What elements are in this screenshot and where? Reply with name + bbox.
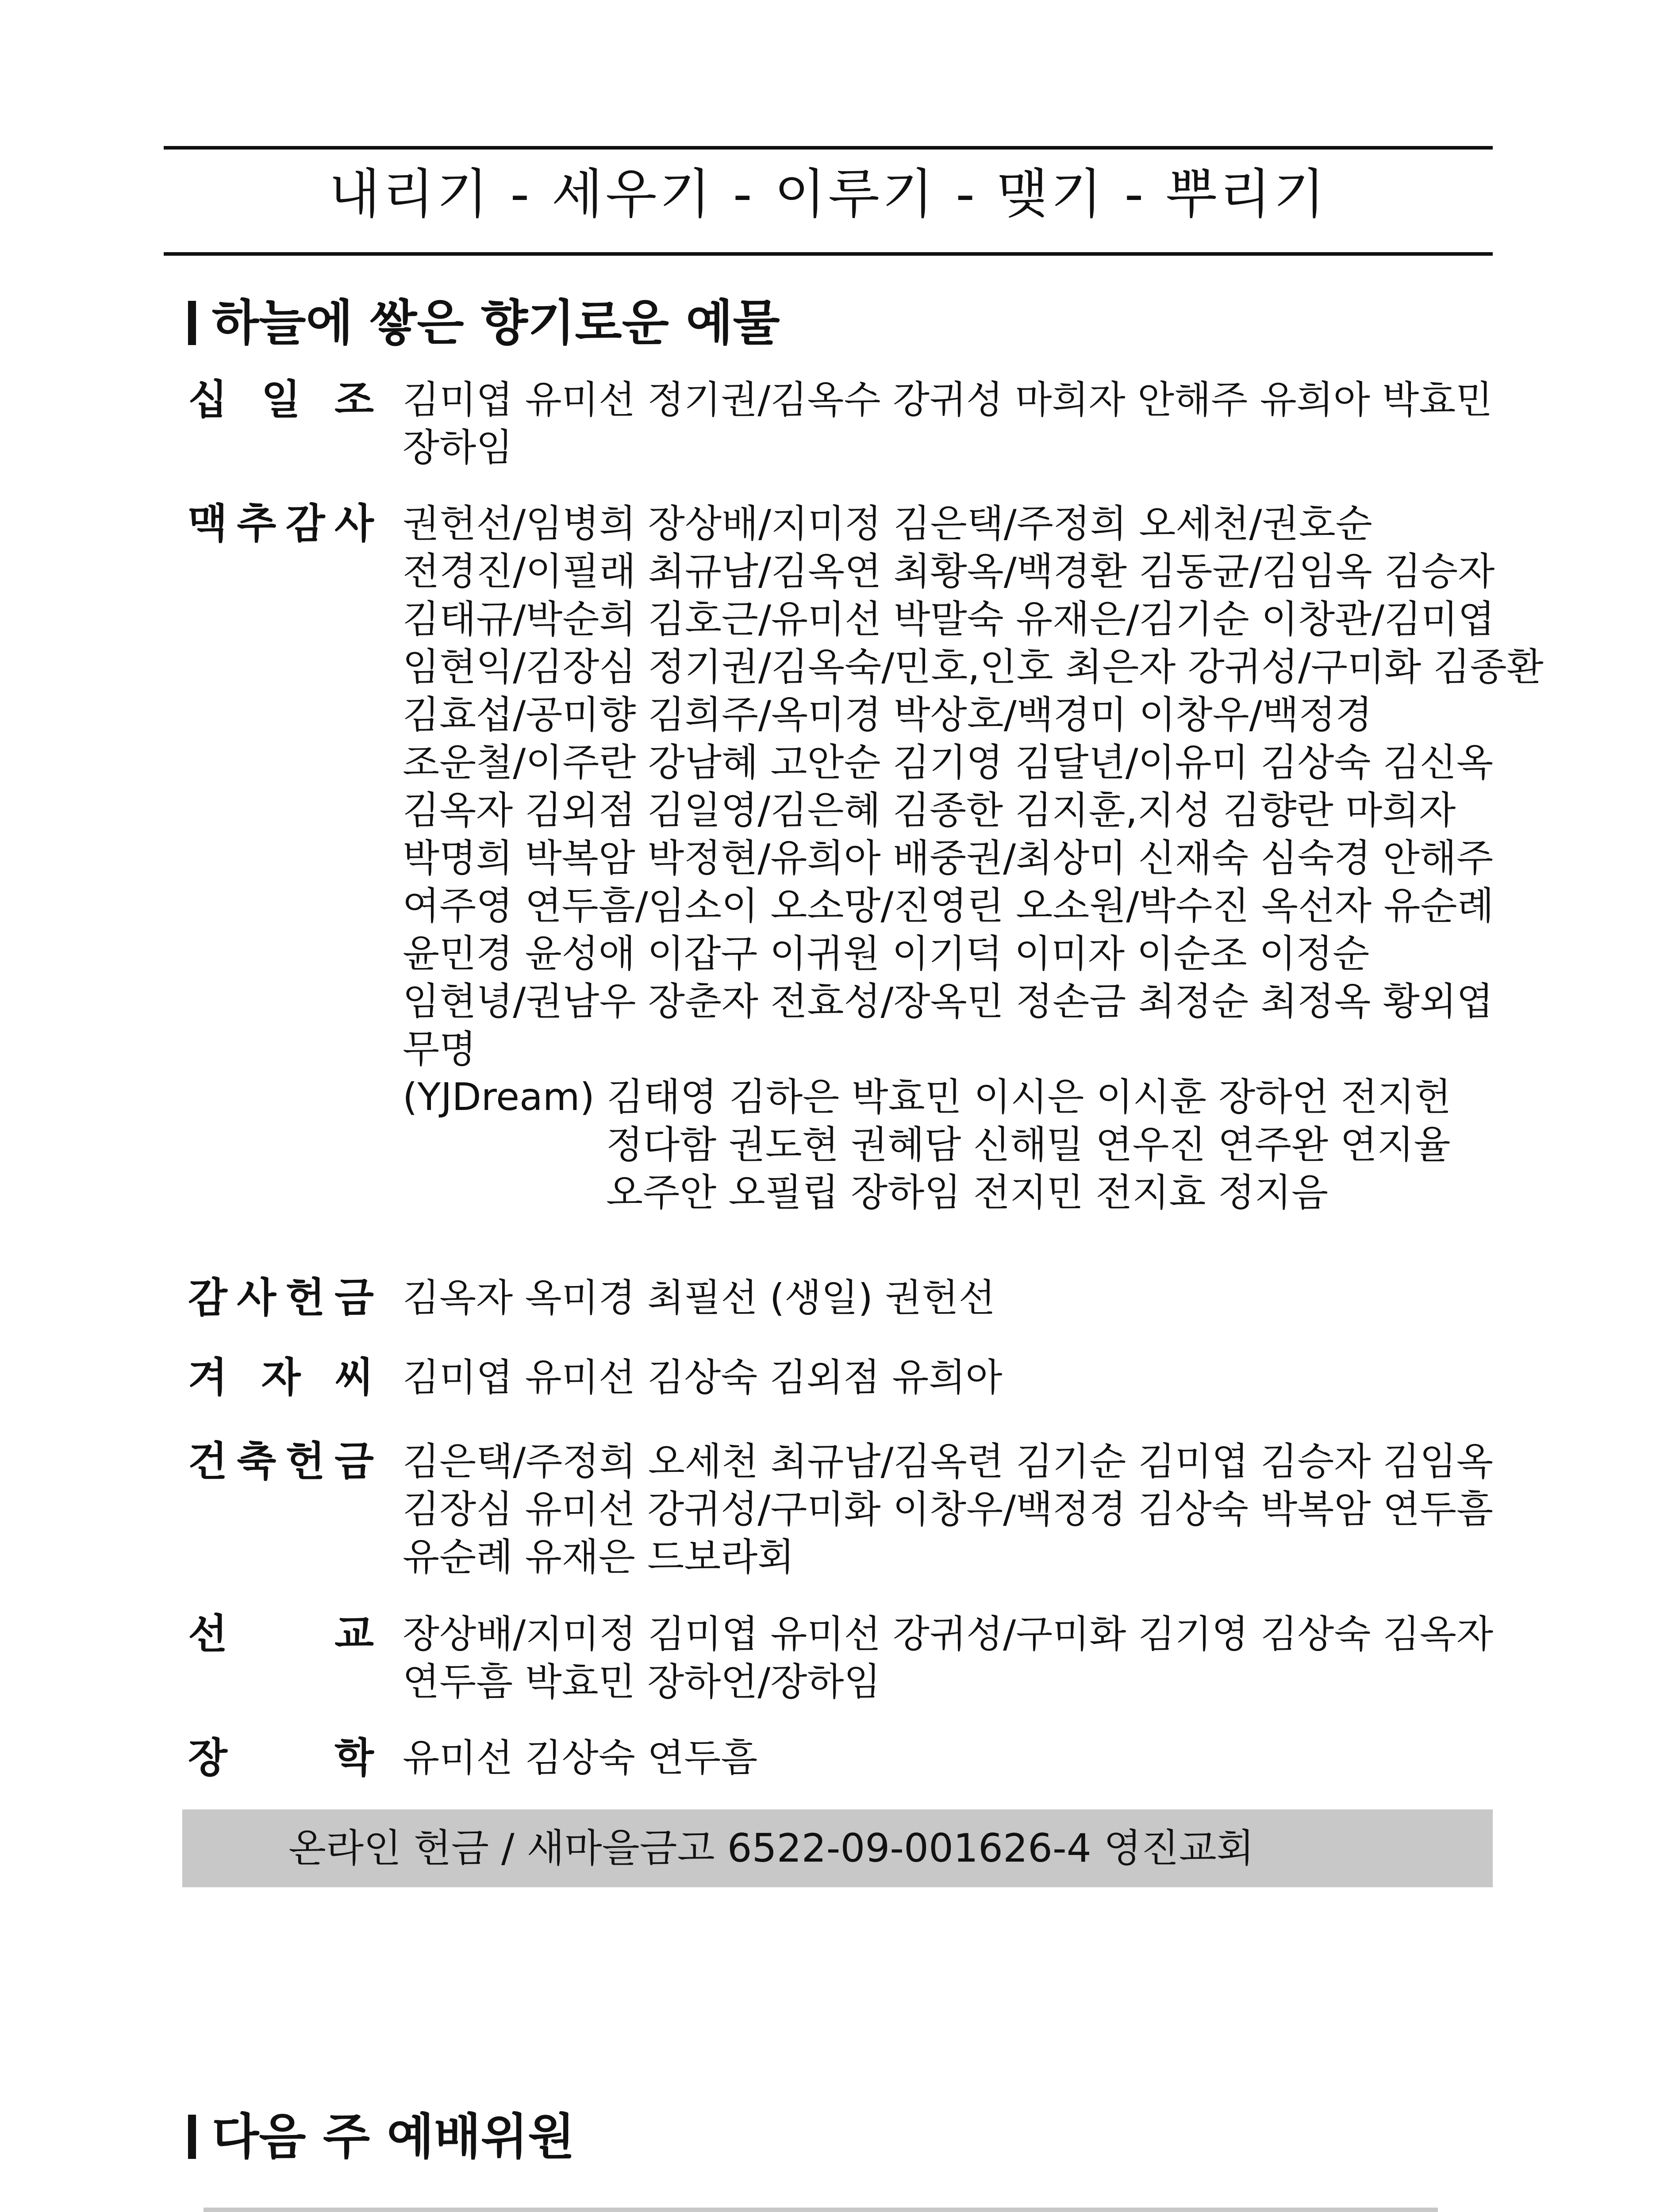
label-char: 추 — [237, 500, 277, 547]
label-char: 조 — [334, 376, 374, 423]
mission-label — [188, 1610, 374, 1658]
label-char: 학 — [334, 1734, 374, 1782]
building-names — [403, 1438, 1494, 1581]
wheat-thanks-label — [188, 500, 374, 548]
label-char: 금 — [334, 1438, 374, 1485]
label-char: 선 — [188, 1610, 227, 1658]
wheat-line: 여주영 연두흠/임소이 오소망/진영린 오소원/박수진 옥선자 유순례 — [403, 884, 1494, 928]
mustard-line: 김미엽 유미선 김상숙 김외점 유희아 — [403, 1356, 1003, 1400]
title-bottom-rule — [164, 252, 1493, 256]
label-char: 헌 — [285, 1438, 325, 1485]
wheat-line: 김효섭/공미향 김희주/옥미경 박상호/백경미 이창우/백정경 — [403, 693, 1372, 737]
next-week-heading — [188, 2106, 575, 2168]
offerings-heading-text: 하늘에 쌓은 향기로운 예물 — [212, 295, 780, 351]
mission-names — [403, 1610, 1494, 1706]
tithe-line: 장하임 — [403, 426, 513, 470]
label-char: 헌 — [285, 1274, 325, 1321]
wheat-line: 김태규/박순희 김호근/유미선 박말숙 유재은/김기순 이창관/김미엽 — [403, 597, 1495, 641]
label-char: 일 — [261, 376, 301, 423]
heading-bar — [188, 2115, 196, 2159]
heading-bar — [188, 301, 196, 345]
yjdream-prefix: (YJDream) — [403, 1075, 595, 1119]
building-line: 유순례 유재은 드보라회 — [403, 1535, 795, 1579]
scholarship-label — [188, 1734, 374, 1782]
label-char: 감 — [188, 1274, 227, 1321]
label-char: 교 — [334, 1610, 374, 1658]
worship-committee-table — [204, 2208, 1438, 2212]
building-label — [188, 1438, 374, 1486]
label-char: 건 — [188, 1438, 227, 1485]
wheat-line: 권헌선/임병희 장상배/지미정 김은택/주정희 오세천/권호순 — [403, 502, 1372, 546]
tithe-line: 김미엽 유미선 정기권/김옥수 강귀성 마희자 안해주 유희아 박효민 — [403, 378, 1493, 422]
wheat-line: 박명희 박복암 박정현/유희아 배중권/최상미 신재숙 심숙경 안해주 — [403, 836, 1494, 880]
scholarship-line: 유미선 김상숙 연두흠 — [403, 1736, 758, 1780]
wheat-thanks-names — [403, 500, 1544, 1217]
tithe-label — [188, 376, 374, 424]
wheat-line: 윤민경 윤성애 이갑구 이귀원 이기덕 이미자 이순조 이정순 — [403, 932, 1370, 976]
wheat-line: 김옥자 김외점 김일영/김은혜 김종한 김지훈,지성 김향란 마희자 — [403, 788, 1456, 833]
label-char: 자 — [261, 1354, 301, 1401]
thanks-label — [188, 1274, 374, 1322]
label-char: 겨 — [188, 1354, 227, 1401]
label-char: 사 — [334, 500, 374, 547]
wheat-line: 무명 — [403, 1027, 476, 1071]
yjdream-line: 정다함 권도현 권혜담 신해밀 연우진 연주완 연지율 — [606, 1123, 1451, 1167]
online-offering-bar — [182, 1809, 1493, 1887]
thanks-line: 김옥자 옥미경 최필선 (생일) 권헌선 — [403, 1276, 995, 1320]
tithe-names — [403, 376, 1491, 472]
wheat-line: 임현익/김장심 정기권/김옥숙/민호,인호 최은자 강귀성/구미화 김종환 — [403, 645, 1544, 689]
yjdream-line: 오주안 오필립 장하임 전지민 전지효 정지음 — [606, 1171, 1329, 1215]
wheat-line: 조운철/이주란 강남혜 고안순 김기영 김달년/이유미 김상숙 김신옥 — [403, 741, 1494, 785]
building-line: 김장심 유미선 강귀성/구미화 이창우/백정경 김상숙 박복암 연두흠 — [403, 1487, 1494, 1532]
label-char: 씨 — [334, 1354, 374, 1401]
mission-line: 장상배/지미정 김미엽 유미선 강귀성/구미화 김기영 김상숙 김옥자 — [403, 1612, 1494, 1656]
next-week-heading-text: 다음 주 예배위원 — [212, 2108, 575, 2165]
offerings-heading — [188, 292, 780, 354]
thanks-names — [403, 1274, 1491, 1322]
building-line: 김은택/주정희 오세천 최규남/김옥련 김기순 김미엽 김승자 김임옥 — [403, 1440, 1494, 1484]
wheat-line: 전경진/이필래 최규남/김옥연 최황옥/백경환 김동균/김임옥 김승자 — [403, 549, 1495, 594]
label-char: 맥 — [188, 500, 227, 547]
yjdream-names: 김태영 김하은 박효민 이시은 이시훈 장하언 전지헌 — [607, 1075, 1452, 1119]
label-char: 축 — [237, 1438, 277, 1485]
top-rule — [164, 146, 1493, 150]
table-header-row — [204, 2208, 1438, 2212]
label-char: 십 — [188, 376, 227, 423]
wheat-line: 임현녕/권남우 장춘자 전효성/장옥민 정손금 최정순 최정옥 황외엽 — [403, 979, 1494, 1024]
scholarship-names — [403, 1734, 1491, 1782]
label-char: 감 — [285, 500, 325, 547]
mustard-names — [403, 1354, 1491, 1402]
online-offering-text: 온라인 헌금 / 새마을금고 6522-09-001626-4 영진교회 — [288, 1825, 1254, 1871]
mustard-label — [188, 1354, 374, 1402]
page-title: 내리기 - 세우기 - 이루기 - 맺기 - 뿌리기 — [329, 164, 1328, 225]
label-char: 금 — [334, 1274, 374, 1321]
label-char: 사 — [237, 1274, 277, 1321]
yjdream-line — [403, 1073, 1491, 1121]
mission-line: 연두흠 박효민 장하언/장하임 — [403, 1660, 881, 1704]
label-char: 장 — [188, 1734, 227, 1782]
